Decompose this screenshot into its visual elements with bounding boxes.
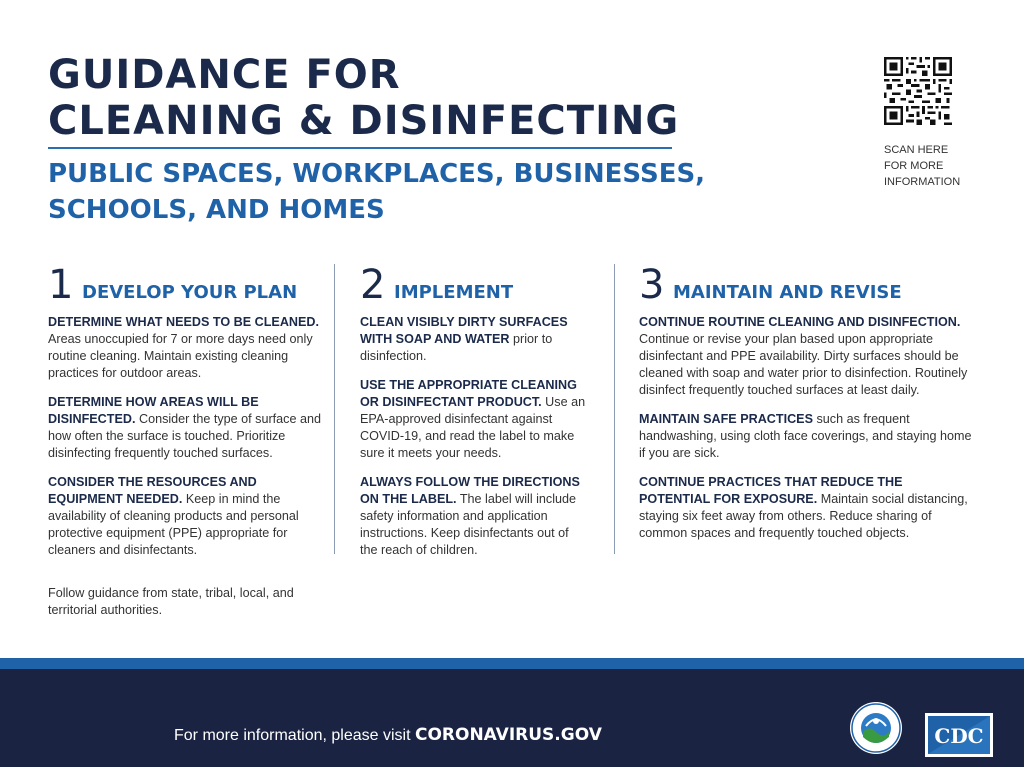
qr-code-icon[interactable] — [884, 57, 952, 125]
qr-scan-label: SCAN HERE FOR MORE INFORMATION — [884, 144, 961, 188]
coronavirus-gov-link[interactable]: CORONAVIRUS.GOV — [414, 725, 602, 745]
guidance-item: ALWAYS FOLLOW THE DIRECTIONS ON THE LABEL. The label will include safety information and application instructions. Keep disinfectants out of the reach of children. — [360, 475, 580, 557]
column-maintain-revise — [639, 262, 973, 554]
step-number: 3 — [639, 262, 665, 308]
cdc-logo-text: CDC — [934, 724, 984, 748]
authorities-note: Follow guidance from state, tribal, local, and territorial authorities. — [48, 586, 294, 617]
guidance-item: CLEAN VISIBLY DIRTY SURFACES WITH SOAP AND WATER prior to disinfection. — [360, 315, 568, 363]
column-implement — [360, 262, 588, 571]
cdc-logo-icon — [925, 713, 993, 757]
guidance-item: USE THE APPROPRIATE CLEANING OR DISINFECTANT PRODUCT. Use an EPA-approved disinfectant against COVID-19, and read the label to make sure it meets your needs. — [360, 378, 586, 460]
step-heading: IMPLEMENT — [394, 282, 514, 303]
guidance-item: DETERMINE WHAT NEEDS TO BE CLEANED. Areas unoccupied for 7 or more days need only routine cleaning. Maintain existing cleaning practices for outdoor areas. — [48, 315, 320, 380]
column-divider — [614, 264, 615, 554]
guidance-item: CONTINUE PRACTICES THAT REDUCE THE POTENTIAL FOR EXPOSURE. Maintain social distancing, staying six feet away from others. Reduce sharing of common spaces and frequently touched objects. — [639, 475, 968, 540]
column-divider — [334, 264, 335, 554]
title-line-1: GUIDANCE FOR — [48, 52, 401, 98]
footer-text: For more information, please visit — [174, 727, 415, 744]
guidance-item: CONTINUE ROUTINE CLEANING AND DISINFECTION. Continue or revise your plan based upon appropriate disinfectant and PPE availability. Dirty surfaces should be cleaned with soap and water prior to disinfection. Routinely disinfect frequently touched surfaces at least daily. — [639, 315, 968, 397]
column-develop-plan — [48, 262, 323, 619]
guidance-item: DETERMINE HOW AREAS WILL BE DISINFECTED. Consider the type of surface and how often the surface is touched. Prioritize disinfecting frequently touched surfaces. — [48, 395, 321, 460]
step-number: 1 — [48, 262, 74, 308]
footer-accent-stripe — [0, 658, 1024, 669]
title-line-2: CLEANING & DISINFECTING — [48, 98, 680, 144]
step-number: 2 — [360, 262, 386, 308]
guidance-item: CONSIDER THE RESOURCES AND EQUIPMENT NEEDED. Keep in mind the availability of cleaning products and personal protective equipment (PPE) appropriate for cleaners and disinfectants. — [48, 475, 299, 557]
footer-info — [174, 725, 602, 745]
guidance-item: MAINTAIN SAFE PRACTICES such as frequent handwashing, using cloth face coverings, and staying home if you are sick. — [639, 412, 972, 460]
step-heading: MAINTAIN AND REVISE — [673, 282, 902, 303]
page-subtitle: PUBLIC SPACES, WORKPLACES, BUSINESSES, SCHOOLS, AND HOMES — [48, 159, 706, 225]
epa-seal-icon — [849, 701, 903, 755]
step-heading: DEVELOP YOUR PLAN — [82, 282, 298, 303]
page-title — [48, 52, 679, 144]
title-divider — [48, 147, 672, 149]
